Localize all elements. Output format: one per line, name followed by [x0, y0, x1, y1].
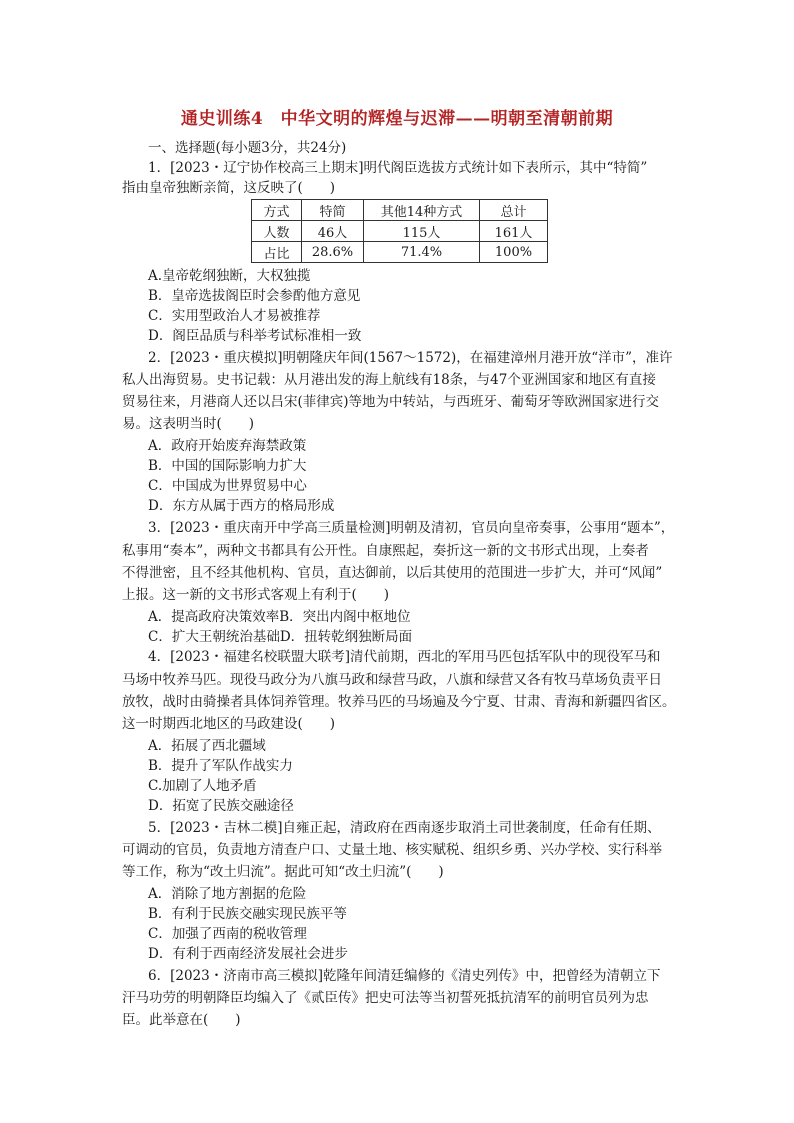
q4-stem-line-2: 马场中牧养马匹。现役马政分为八旗马政和绿营马政，八旗和绿营又各有牧马草场负责平日 — [122, 672, 662, 688]
table-cell: 71.4% — [364, 242, 480, 263]
q1-stem-line-1: 1．[2023・辽宁协作校高三上期末]明代阁臣选拔方式统计如下表所示，其中“特简” — [148, 160, 648, 176]
q5-option-a: A．消除了地方割据的危险 — [148, 886, 307, 902]
q1-stem-line-2: 指由皇帝独断亲简，这反映了( ) — [122, 180, 336, 196]
q5-option-d: D．有利于西南经济发展社会进步 — [148, 946, 348, 962]
q5-option-b: B．有利于民族交融实现民族平等 — [148, 906, 347, 922]
q2-option-d: D．东方从属于西方的格局形成 — [148, 498, 335, 514]
q3-option-cd: C．扩大王朝统治基础D．扭转乾纲独断局面 — [148, 629, 413, 645]
q2-stem-line-2: 私人出海贸易。史书记载：从月港出发的海上航线有18条，与47个亚洲国家和地区有直接 — [122, 372, 656, 388]
q1-option-d: D．阁臣品质与科举考试标准相一致 — [148, 328, 362, 344]
table-cell: 100% — [480, 242, 548, 263]
q3-stem-line-4: 上报。这一新的文书形式客观上有利于( ) — [122, 587, 390, 603]
q1-option-a: A.皇帝乾纲独断，大权独揽 — [148, 268, 311, 284]
table-cell: 占比 — [252, 242, 302, 263]
q1-option-b: B．皇帝选拔阁臣时会参酌他方意见 — [148, 288, 361, 304]
q6-stem-line-3: 臣。此举意在( ) — [122, 1012, 241, 1028]
table-row — [252, 242, 548, 263]
q2-option-c: C．中国成为世界贸易中心 — [148, 478, 307, 494]
q2-stem-line-3: 贸易往来，月港商人还以吕宋(菲律宾)等地为中转站，与西班牙、葡萄牙等欧洲国家进行交 — [122, 394, 660, 410]
q1-stats-table — [251, 199, 548, 263]
q2-stem-line-4: 易。这表明当时( ) — [122, 416, 255, 432]
table-header-cell: 特简 — [302, 200, 364, 221]
table-cell: 161人 — [480, 221, 548, 242]
q6-stem-line-2: 汗马功劳的明朝降臣均编入了《贰臣传》把史可法等当初誓死抵抗清军的前明官员列为忠 — [122, 990, 649, 1006]
q4-option-b: B．提升了军队作战实力 — [148, 758, 293, 774]
q3-stem-line-2: 私事用“奏本”，两种文书都具有公开性。自康熙起，奏折这一新的文书形式出现，上奏者 — [122, 543, 649, 559]
q4-stem-line-4: 这一时期西北地区的马政建设( ) — [122, 716, 336, 732]
q2-option-a: A．政府开始废弃海禁政策 — [148, 438, 307, 454]
table-cell: 人数 — [252, 221, 302, 242]
q5-option-c: C．加强了西南的税收管理 — [148, 926, 307, 942]
q1-option-c: C．实用型政治人才易被推荐 — [148, 308, 321, 324]
q4-option-c: C.加剧了人地矛盾 — [148, 778, 257, 794]
table-cell: 28.6% — [302, 242, 364, 263]
table-header-row — [252, 200, 548, 221]
table-cell: 46人 — [302, 221, 364, 242]
q4-option-d: D．拓宽了民族交融途径 — [148, 798, 294, 814]
q5-stem-line-2: 可调动的官员，负责地方清查户口、丈量土地、核实赋税、组织乡勇、兴办学校、实行科举 — [122, 842, 662, 858]
section-heading: 一、选择题(每小题3分，共24分) — [148, 140, 347, 156]
table-header-cell: 方式 — [252, 200, 302, 221]
q3-option-ab: A．提高政府决策效率B．突出内阁中枢地位 — [148, 609, 411, 625]
table-header-cell: 其他14种方式 — [364, 200, 480, 221]
q2-stem-line-1: 2．[2023・重庆模拟]明朝隆庆年间(1567～1572)，在福建漳州月港开放“洋市”，准许 — [148, 350, 673, 366]
q5-stem-line-3: 等工作，称为“改土归流”。据此可知“改土归流”( ) — [122, 864, 444, 880]
q3-stem-line-3: 不得泄密，且不经其他机构、官员，直达御前，以后其使用的范围进一步扩大，并可“风闻” — [122, 565, 663, 581]
table-header-cell: 总计 — [480, 200, 548, 221]
q2-option-b: B．中国的国际影响力扩大 — [148, 458, 307, 474]
q4-stem-line-1: 4．[2023・福建名校联盟大联考]清代前期，西北的军用马匹包括军队中的现役军马和 — [148, 649, 661, 665]
q5-stem-line-1: 5．[2023・吉林二模]自雍正起，清政府在西南逐步取消土司世袭制度，任命有任期、 — [148, 820, 661, 836]
q6-stem-line-1: 6．[2023・济南市高三模拟]乾隆年间清廷编修的《清史列传》中，把曾经为清朝立下 — [148, 968, 661, 984]
table-row — [252, 221, 548, 242]
q4-stem-line-3: 放牧，战时由骑操者具体饲养管理。牧养马匹的马场遍及今宁夏、甘肃、青海和新疆四省区。 — [122, 694, 676, 710]
page-title: 通史训练4 中华文明的辉煌与迟滞——明朝至清朝前期 — [180, 109, 614, 129]
q4-option-a: A．拓展了西北疆域 — [148, 738, 266, 754]
table-cell: 115人 — [364, 221, 480, 242]
q3-stem-line-1: 3．[2023・重庆南开中学高三质量检测]明朝及清初，官员向皇帝奏事，公事用“题本”， — [148, 520, 675, 536]
